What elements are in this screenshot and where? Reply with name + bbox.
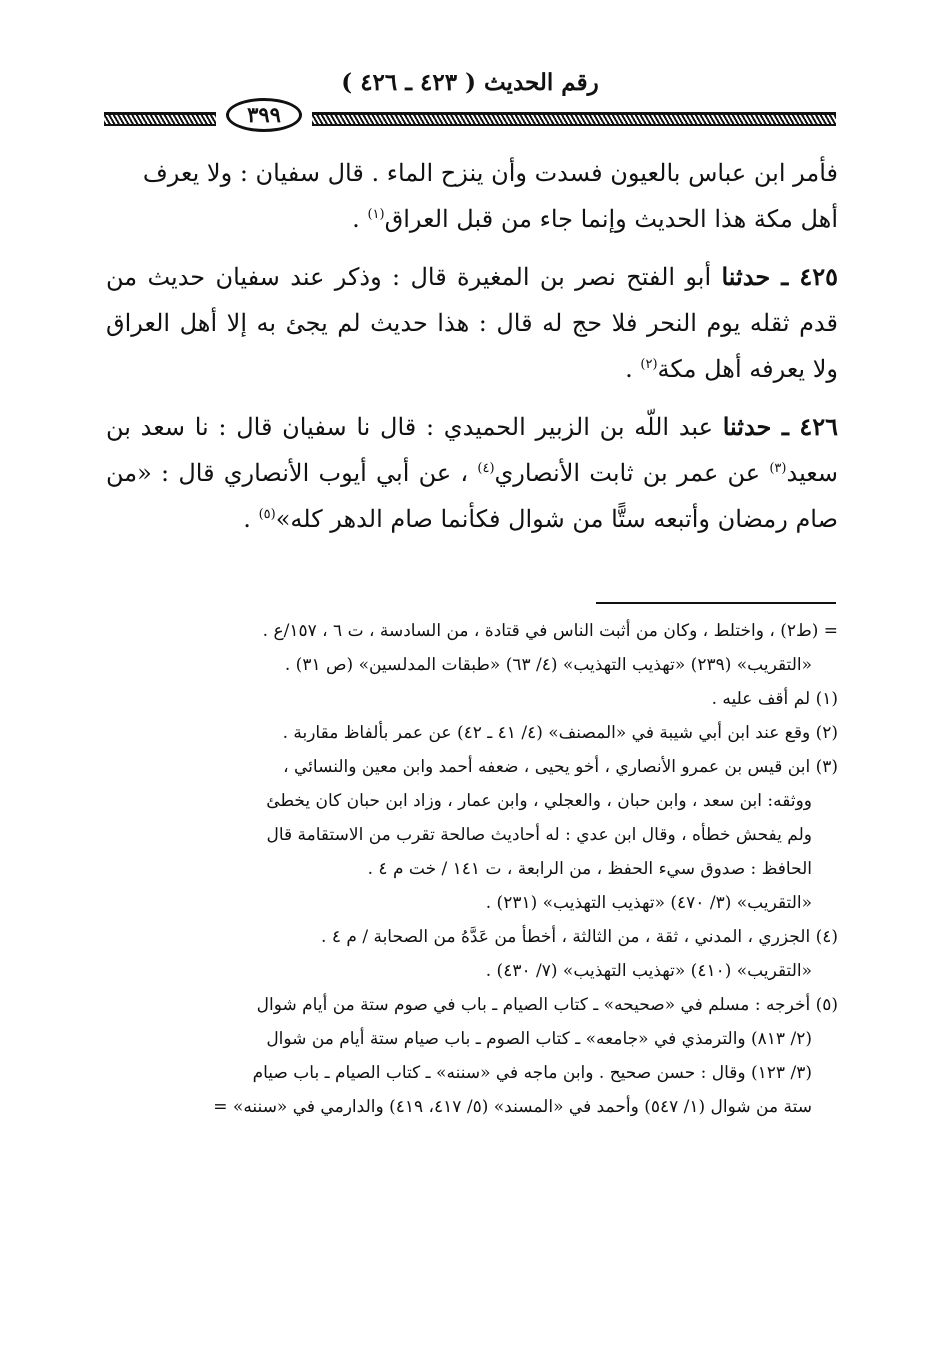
- running-title: رقم الحديث ( ٤٢٣ ـ ٤٢٦ ): [341, 69, 599, 96]
- footnote-separator: [596, 602, 836, 604]
- footnote-ref-4: (٤): [477, 461, 495, 476]
- hadith-426-number: ٤٢٦ ـ: [771, 412, 838, 441]
- footnote-ref-5: (٥): [258, 507, 276, 522]
- footnote-line: «التقريب» (٣/ ٤٧٠) «تهذيب التهذيب» (٢٣١) .: [485, 893, 812, 913]
- hadith-426-text-3: ، عن أبي أيوب الأنصاري قال : «من صام رمضان وأتبعه ستًّا من شوال فكأنما صام الدهر كله»: [106, 459, 838, 533]
- hadith-425: [106, 254, 838, 392]
- footnote-line: (٤) الجزري ، المدني ، ثقة ، من الثالثة ، أخطأ من عَدَّهُ من الصحابة / م ٤ .: [321, 927, 838, 947]
- header-rule-right: [312, 112, 836, 126]
- footnote-line: = (ط٢) ، واختلط ، وكان من أثبت الناس في قتادة ، من السادسة ، ت ٦ ، ١٥٧/ع .: [262, 621, 838, 641]
- hadith-425-text: أبو الفتح نصر بن المغيرة قال : وذكر عند سفيان حديث من قدم ثقله يوم النحر فلا حج له قال : هذا حديث لم يجئ به إلا أهل العراق ولا يعرفه أهل مكة: [106, 263, 838, 383]
- para1-line2: أهل مكة هذا الحديث وإنما جاء من قبل العراق: [384, 205, 838, 233]
- hadith-425-number: ٤٢٥ ـ: [770, 262, 838, 291]
- hadith-426-text-2: عن عمر بن ثابت الأنصاري: [494, 459, 770, 487]
- paragraph-423-continuation: [106, 150, 838, 242]
- footnote-line: «التقريب» (٢٣٩) «تهذيب التهذيب» (٤/ ٦٣) «طبقات المدلسين» (ص ٣١) .: [284, 655, 812, 675]
- footnote-line: (٥) أخرجه : مسلم في «صحيحه» ـ كتاب الصيام ـ باب في صوم ستة من أيام شوال: [256, 995, 838, 1015]
- footnote-line: ستة من شوال (١/ ٥٤٧) وأحمد في «المسند» (٥/ ٤١٧، ٤١٩) والدارمي في «سننه» =: [213, 1097, 812, 1117]
- hadith-426-keyword: حدثنا: [722, 412, 772, 441]
- main-text: [106, 150, 838, 542]
- footnote-line: الحافظ : صدوق سيء الحفظ ، من الرابعة ، ت ١٤١ / خت م ٤ .: [367, 859, 812, 879]
- footnote-line: (١) لم أقف عليه .: [711, 689, 838, 709]
- footnote-ref-1: (١): [367, 207, 385, 222]
- footnote-line: «التقريب» (٤١٠) «تهذيب التهذيب» (٧/ ٤٣٠) .: [485, 961, 812, 981]
- hadith-425-end: .: [625, 355, 641, 383]
- hadith-426-end: .: [243, 505, 259, 533]
- footnote-ref-2: (٢): [640, 357, 658, 372]
- footnote-line: ولم يفحش خطأه ، وقال ابن عدي : له أحاديث صالحة تقرب من الاستقامة قال: [266, 825, 812, 845]
- para1-line1: فأمر ابن عباس بالعيون فسدت وأن ينزح الماء . قال سفيان : ولا يعرف: [142, 159, 838, 187]
- footnote-line: (٢/ ٨١٣) والترمذي في «جامعه» ـ كتاب الصوم ـ باب صيام ستة أيام من شوال: [266, 1029, 812, 1049]
- footnote-line: (٣) ابن قيس بن عمرو الأنصاري ، أخو يحيى ، ضعفه أحمد وابن معين والنسائي ،: [283, 757, 838, 777]
- footnote-line: ووثقه: ابن سعد ، وابن حبان ، والعجلي ، وابن عمار ، وزاد ابن حبان كان يخطئ: [266, 791, 812, 811]
- page-number: ٣٩٩: [226, 98, 302, 132]
- header-rule-left: [104, 112, 216, 126]
- para1-end: .: [352, 205, 368, 233]
- footnote-line: (٣/ ١٢٣) وقال : حسن صحيح . وابن ماجه في «سننه» ـ كتاب الصيام ـ باب صيام: [252, 1063, 812, 1083]
- hadith-425-keyword: حدثنا: [721, 262, 771, 291]
- footnotes: [106, 614, 838, 1124]
- footnote-line: (٢) وقع عند ابن أبي شيبة في «المصنف» (٤/ ٤١ ـ ٤٢) عن عمر بألفاظ مقاربة .: [282, 723, 838, 743]
- hadith-426: [106, 404, 838, 542]
- hadith-426-text-1: عبد اللّه بن الزبير الحميدي : قال نا سفيان قال : نا سعد بن سعيد: [106, 413, 838, 487]
- footnote-ref-3: (٣): [769, 461, 787, 476]
